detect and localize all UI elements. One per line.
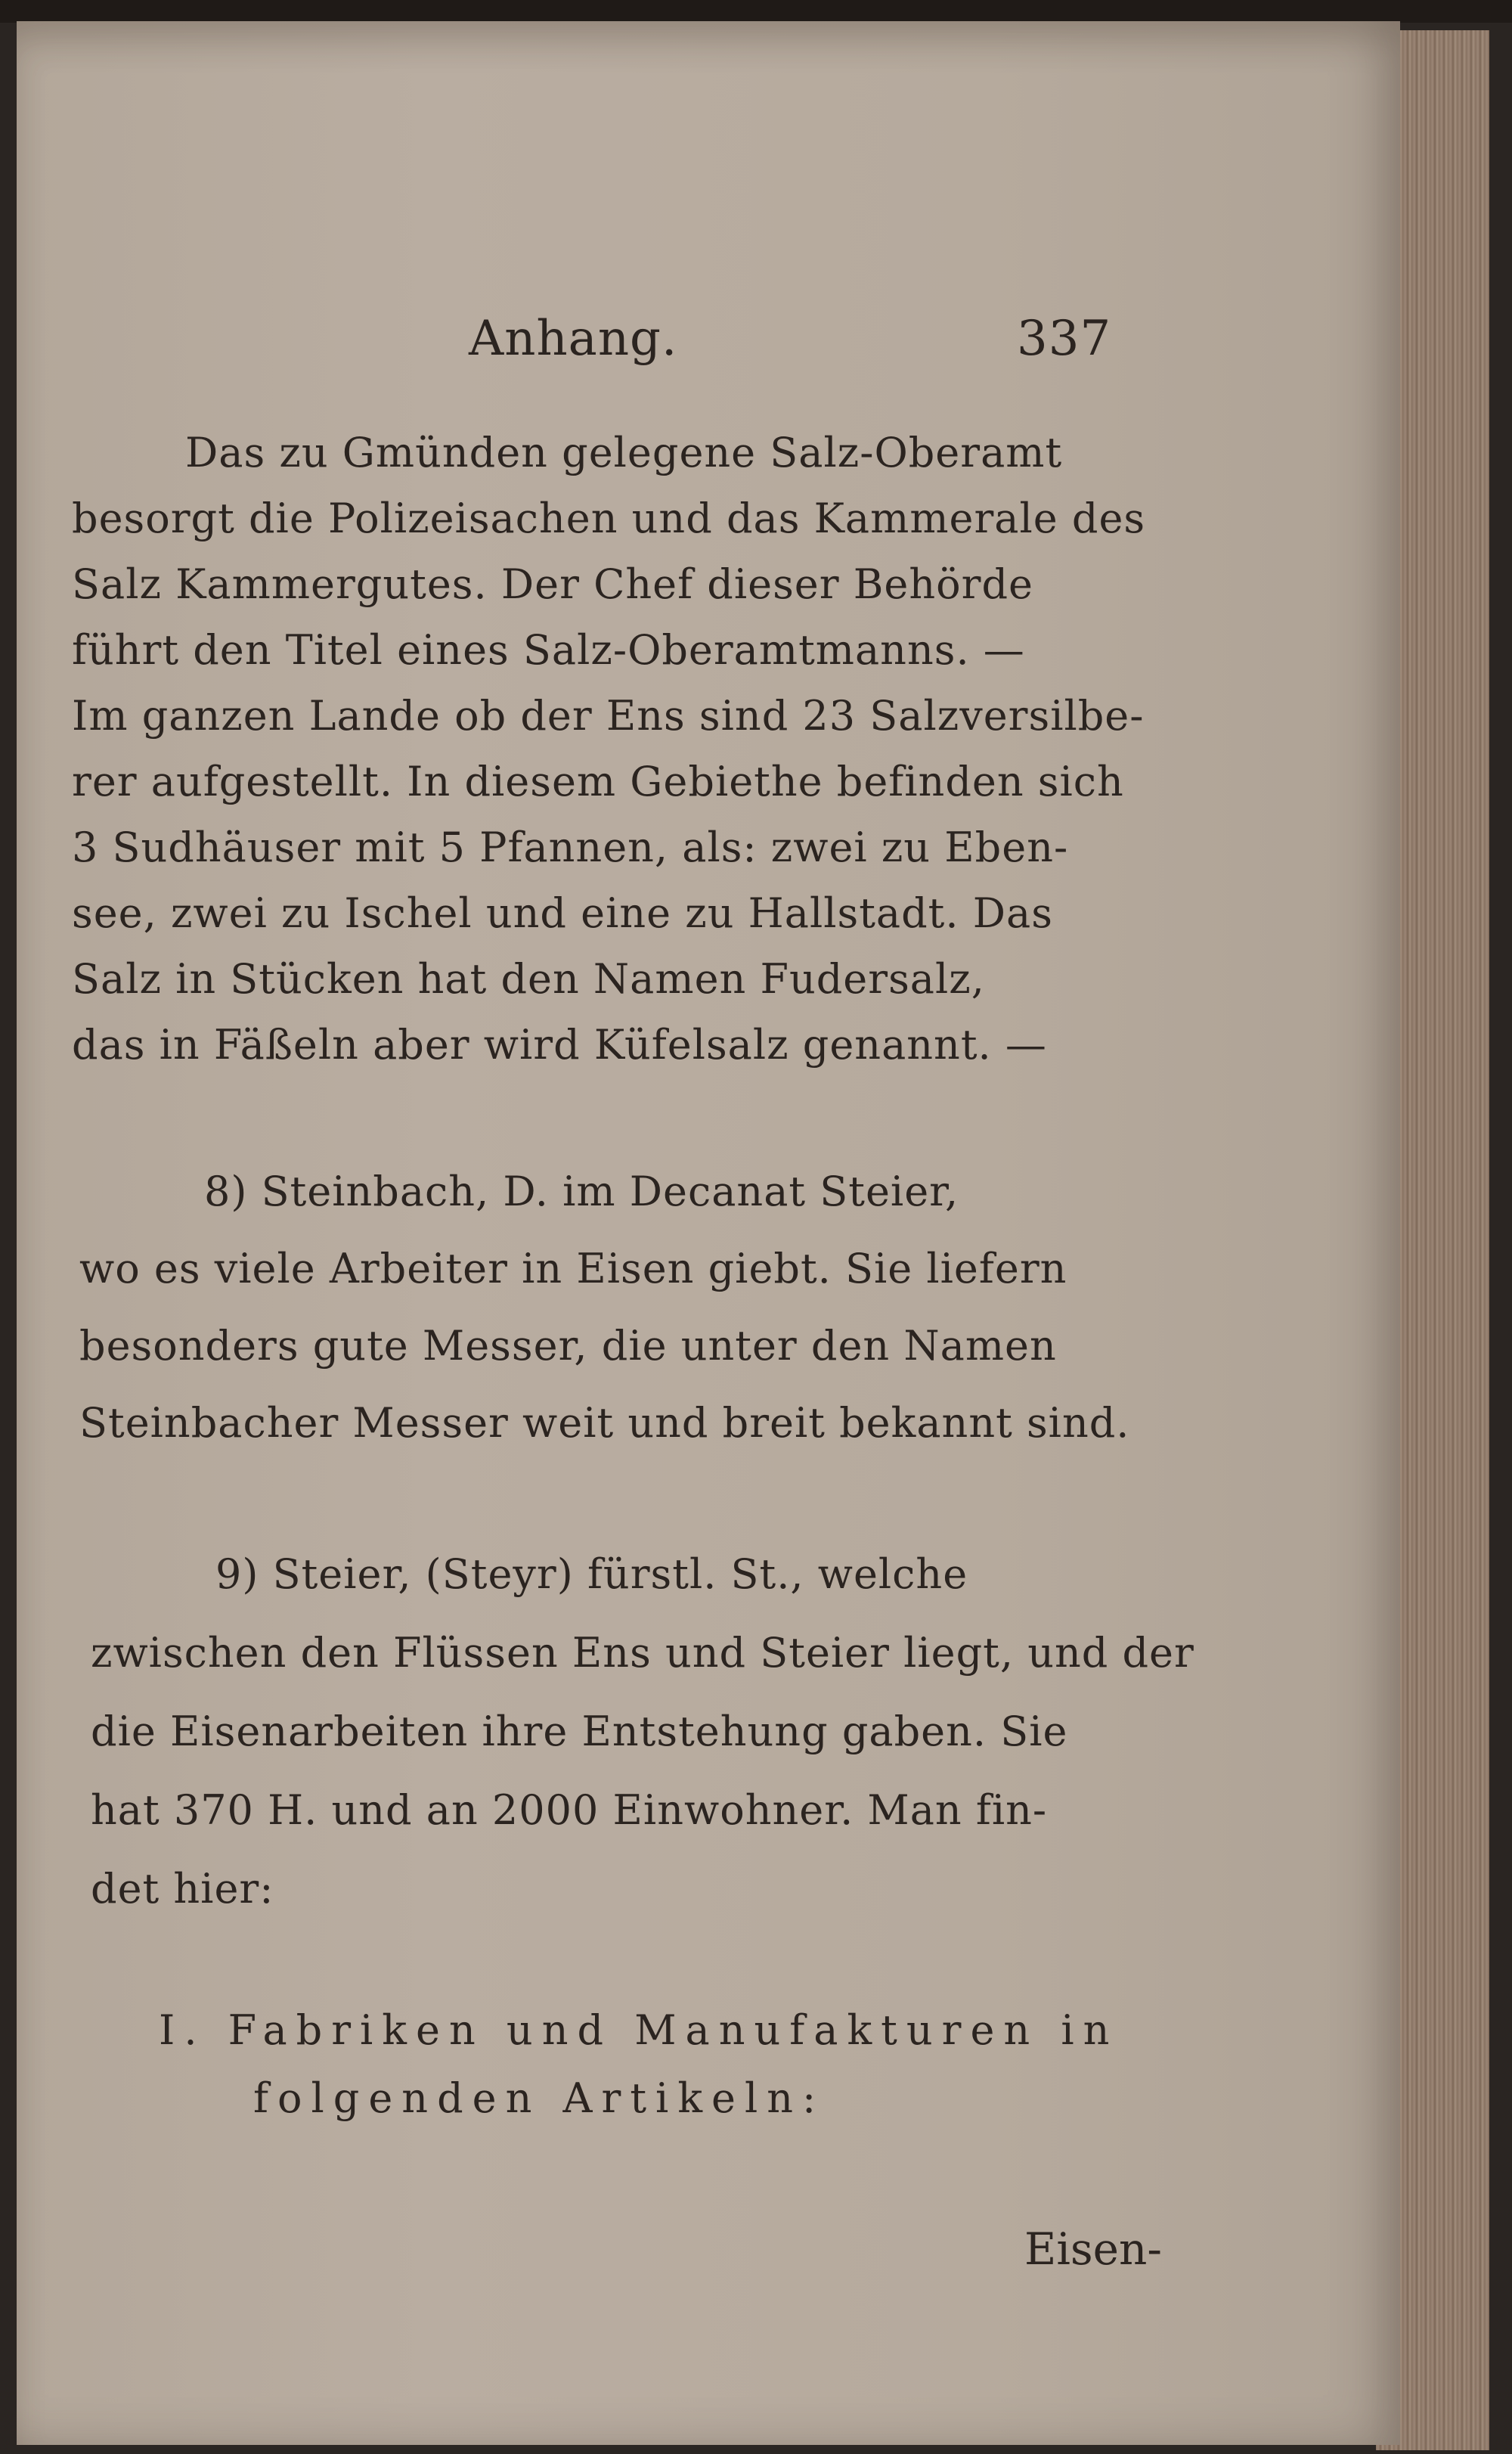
text-line: besonders gute Messer, die unter den Namen xyxy=(79,1322,1057,1370)
catchword: Eisen- xyxy=(1024,2223,1162,2275)
text-line: det hier: xyxy=(91,1865,274,1913)
page-number: 337 xyxy=(1017,311,1112,367)
text-line: see, zwei zu Ischel und eine zu Hallstadt. Das xyxy=(72,889,1053,937)
heading-line: folgenden Artikeln: xyxy=(253,2074,826,2122)
text-line: 9) Steier, (Steyr) fürstl. St., welche xyxy=(215,1550,968,1598)
text-line: die Eisenarbeiten ihre Entstehung gaben. Sie xyxy=(91,1708,1068,1755)
text-line: Steinbacher Messer weit und breit bekannt sind. xyxy=(79,1399,1130,1447)
heading-line: I. Fabriken und Manufakturen in xyxy=(159,2006,1119,2054)
text-line: 8) Steinbach, D. im Decanat Steier, xyxy=(204,1168,959,1215)
text-line: Im ganzen Lande ob der Ens sind 23 Salzversilbe- xyxy=(72,692,1145,740)
text-line: das in Fäßeln aber wird Küfelsalz genannt. — xyxy=(72,1021,1047,1069)
text-line: 3 Sudhäuser mit 5 Pfannen, als: zwei zu Eben- xyxy=(72,824,1069,871)
text-line: rer aufgestellt. In diesem Gebiethe befinden sich xyxy=(72,758,1124,805)
text-line: wo es viele Arbeiter in Eisen giebt. Sie liefern xyxy=(79,1245,1067,1292)
running-head-title: Anhang. xyxy=(469,311,678,367)
text-line: hat 370 H. und an 2000 Einwohner. Man fin- xyxy=(91,1786,1048,1834)
text-line: Salz Kammergutes. Der Chef dieser Behörde xyxy=(72,560,1033,608)
text-line: führt den Titel eines Salz-Oberamtmanns. — xyxy=(72,626,1025,674)
book-spine-shadow xyxy=(0,0,1512,23)
text-line: Salz in Stücken hat den Namen Fudersalz, xyxy=(72,955,985,1003)
text-line: besorgt die Polizeisachen und das Kammerale des xyxy=(72,495,1146,542)
text-line: Das zu Gmünden gelegene Salz-Oberamt xyxy=(185,429,1063,476)
text-line: zwischen den Flüssen Ens und Steier liegt, und der xyxy=(91,1629,1194,1677)
